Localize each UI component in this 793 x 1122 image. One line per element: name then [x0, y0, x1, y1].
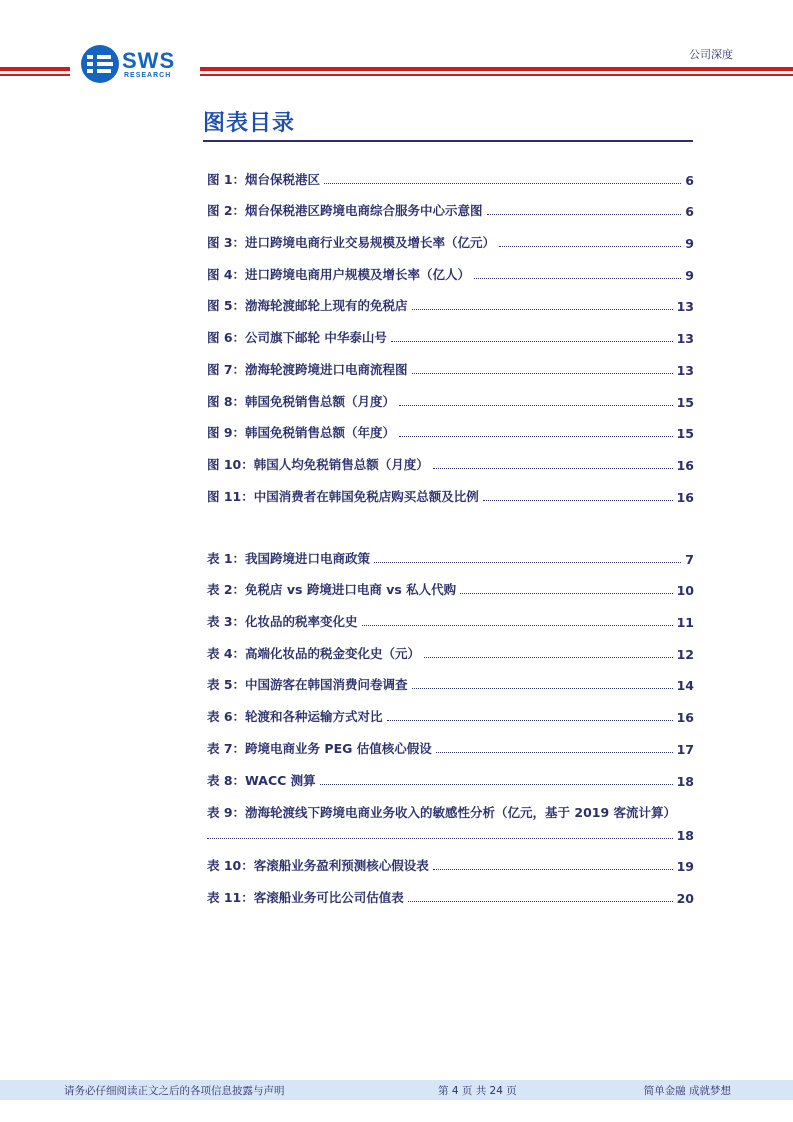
- footer-page-number: 第 4 页 共 24 页: [438, 1085, 517, 1097]
- toc-entry-figure-11[interactable]: 图 11：中国消费者在韩国免税店购买总额及比例 16: [207, 488, 694, 505]
- toc-entry-table-11[interactable]: 表 11：客滚船业务可比公司估值表 20: [207, 889, 694, 906]
- toc-entry-table-7[interactable]: 表 7：跨境电商业务 PEG 估值核心假设 17: [207, 740, 694, 757]
- page-footer: [0, 1080, 793, 1100]
- document-type: 公司深度: [689, 48, 733, 61]
- header-rule-left-thin: [0, 74, 70, 76]
- header-rule-left: [0, 67, 70, 71]
- toc-entry-figure-10[interactable]: 图 10：韩国人均免税销售总额（月度） 16: [207, 456, 694, 473]
- table-list: [207, 535, 694, 906]
- figure-list: [207, 156, 694, 505]
- logo-text: SWS: [122, 48, 176, 73]
- toc-entry-table-2[interactable]: 表 2：免税店 vs 跨境进口电商 vs 私人代购 10: [207, 582, 694, 599]
- footer-slogan: 简单金融 成就梦想: [643, 1085, 731, 1097]
- toc-entry-table-1[interactable]: 表 1：我国跨境进口电商政策 7: [207, 550, 694, 567]
- logo-mark-icon: [80, 44, 120, 84]
- toc-entry-figure-8[interactable]: 图 8：韩国免税销售总额（月度） 15: [207, 393, 694, 410]
- toc-entry-figure-6[interactable]: 图 6：公司旗下邮轮 中华泰山号 13: [207, 330, 694, 347]
- company-logo: [80, 44, 192, 86]
- toc-entry-figure-1[interactable]: 图 1：烟台保税港区 6: [207, 171, 694, 188]
- toc-entry-figure-2[interactable]: 图 2：烟台保税港区跨境电商综合服务中心示意图 6: [207, 203, 694, 220]
- toc-entry-table-8[interactable]: 表 8：WACC 测算 18: [207, 772, 694, 789]
- footer-disclaimer: 请务必仔细阅读正文之后的各项信息披露与声明: [64, 1085, 285, 1097]
- toc-entry-table-3[interactable]: 表 3：化妆品的税率变化史 11: [207, 614, 694, 631]
- toc-entry-figure-3[interactable]: 图 3：进口跨境电商行业交易规模及增长率（亿元） 9: [207, 235, 694, 252]
- toc-entry-table-9[interactable]: 表 9：渤海轮渡线下跨境电商业务收入的敏感性分析（亿元，基于 2019 客流计算） 18: [207, 804, 694, 843]
- toc-entry-table-4[interactable]: 表 4：高端化妆品的税金变化史（元） 12: [207, 645, 694, 662]
- toc-entry-figure-7[interactable]: 图 7：渤海轮渡跨境进口电商流程图 13: [207, 361, 694, 378]
- header-rule-right-thin: [200, 74, 793, 76]
- toc-entry-figure-5[interactable]: 图 5：渤海轮渡邮轮上现有的免税店 13: [207, 298, 694, 315]
- title-rule: [203, 140, 693, 142]
- toc-entry-table-5[interactable]: 表 5：中国游客在韩国消费问卷调查 14: [207, 677, 694, 694]
- toc-entry-table-6[interactable]: 表 6：轮渡和各种运输方式对比 16: [207, 709, 694, 726]
- logo-subtext: RESEARCH: [124, 72, 172, 79]
- toc-entry-figure-4[interactable]: 图 4：进口跨境电商用户规模及增长率（亿人） 9: [207, 266, 694, 283]
- header-rule-right: [200, 67, 793, 71]
- toc-entry-table-10[interactable]: 表 10：客滚船业务盈利预测核心假设表 19: [207, 858, 694, 875]
- toc-entry-figure-9[interactable]: 图 9：韩国免税销售总额（年度） 15: [207, 425, 694, 442]
- page-title: 图表目录: [203, 111, 296, 136]
